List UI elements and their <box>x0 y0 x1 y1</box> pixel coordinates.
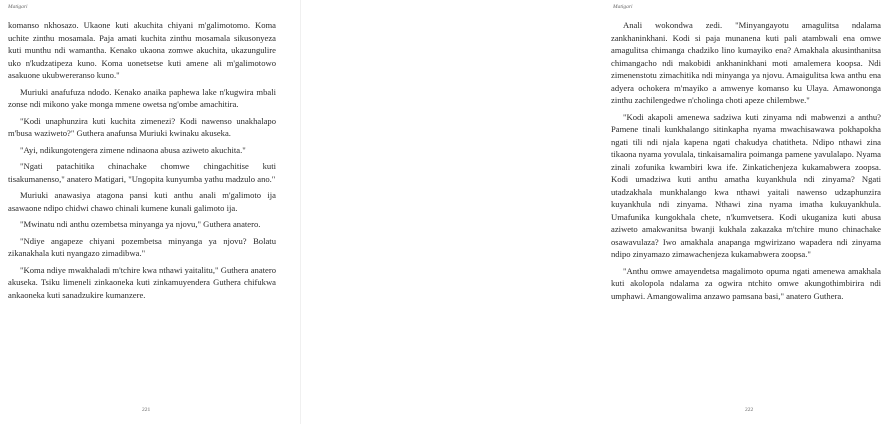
paragraph: "Anthu omwe amayendetsa magalimoto opuma ngati amenewa amakhala kuti akolopola ndalama za ogwira ntchito omwe akungothimbirira ndi umphawi. Amangowalima anzawo pamsana basi," anatero Guthera. <box>611 265 881 301</box>
page-number-right: 222 <box>745 407 754 413</box>
paragraph: "Ndiye angapeze chiyani pozembetsa minyanga ya njovu? Bolatu zikanakhala kuti nyangazo zimadibwa." <box>8 235 276 258</box>
paragraph: Anali wokondwa zedi. "Minyangayotu amagulitsa ndalama zankhaninkhani. Kodi si paja munanena kuti pali atambwali ena omwe amagulitsa chimanga chadziko lino kumayiko ena? Amakhala akusinthanitsa chimangacho ndi makobidi ankhaninkhani moti amalemera koopsa. Ndi zimenenstotu zimachitika ndi minyanga ya njovu. Amaigulitsa kwa anthu ena adyera ochokera m'mayiko a amwenye komanso ku Ulaya. Amawononga zinthu zachilengedwe n'cholinga choti apeze chilembwe." <box>611 20 881 105</box>
running-head-right: Matigari <box>613 4 633 10</box>
paragraph: "Kodi unaphunzira kuti kuchita zimenezi? Kodi nawenso unakhalapo m'busa waziweto?" Guthera anafunsa Muriuki kwinaku akuseka. <box>8 115 276 138</box>
right-page <box>300 0 881 424</box>
paragraph: "Ayi, ndikungotengera zimene ndinaona abusa aziweto akuchita." <box>20 144 246 155</box>
left-page-text <box>8 19 276 305</box>
left-page <box>0 0 300 424</box>
page-number-left: 221 <box>142 407 151 413</box>
running-head-left: Matigari <box>8 4 28 10</box>
paragraph: "Mwinatu ndi anthu ozembetsa minyanga ya njovu," Guthera anatero. <box>20 219 261 229</box>
paragraph: "Kodi akapoli amenewa sadziwa kuti zinyama ndi mabwenzi a anthu? Pamene tinali kunkhalango sitinkapha nyama mwachisawawa pokhapokha ngati tili ndi njala kapena ngati chakudya chatitheta. Ndipo nthawi zina tikaona nyama yovulala, tinkaisamalira poimanga pamene yavulalapo. Nyama zinali zofunika kwambiri kwa ife. Zinkatichenjeza kukamabwera zoopsa. Kodi umadziwa kuti anthu amatha kuyankhula ndi zinyama? Ngati utadzakhala munkhalango kwa nthawi yaitali nawenso udzaphunzira kuyankhula ndi zinyama. Nthawi zina nyama imatha kukuyankhula. Umafunika kungokhala chete, n'kumvetsera. Kodi ukuganiza kuti abusa aziweto amakwanitsa bwanji kukhala zakazaka m'tchire muno chinachake osawavulaza? Iwo amakhala anapanga mgwirizano wapadera ndi zinyama ndipo zinyamazo zimawachenjeza kukamabwera zoopsa." <box>611 111 881 259</box>
paragraph: komanso nkhosazo. Ukaone kuti akuchita chiyani m'galimotomo. Koma uchite zinthu mosamala. Paja amati kuchita zinthu mosamala sikusonyeza kuti munthu ndi wamantha. Kenako ukaona zomwe akuchita, ukazungulire uko n'kudzatipeza kuno. Koma uonetsetse kuti amene ali m'galimotowo asakuone ukubwereranso kuno." <box>8 20 276 80</box>
paragraph: "Ngati patachitika chinachake chomwe chingachitise kuti tisakumanenso," anatero Matigari, "Ungopita kunyumba yathu madzulo ano." <box>8 161 276 184</box>
paragraph: Muriuki anafufuza ndodo. Kenako anaika paphewa lake n'kugwira mbali zonse ndi mikono yake monga mmene owetsa ng'ombe amachitira. <box>8 86 276 109</box>
paragraph: Muriuki anawasiya atagona pansi kuti anthu anali m'galimoto ija asawaone ndipo chidwi chawo chinali kumene kunali galimoto ija. <box>8 190 276 213</box>
paragraph: "Koma ndiye mwakhaladi m'tchire kwa nthawi yaitalitu," Guthera anatero akuseka. Tsiku limeneli zinkaoneka kuti zinkamuyendera Guthera chifukwa ankaoneka kuti sanadzukire kumanzere. <box>8 264 276 300</box>
right-page-text <box>611 19 881 306</box>
